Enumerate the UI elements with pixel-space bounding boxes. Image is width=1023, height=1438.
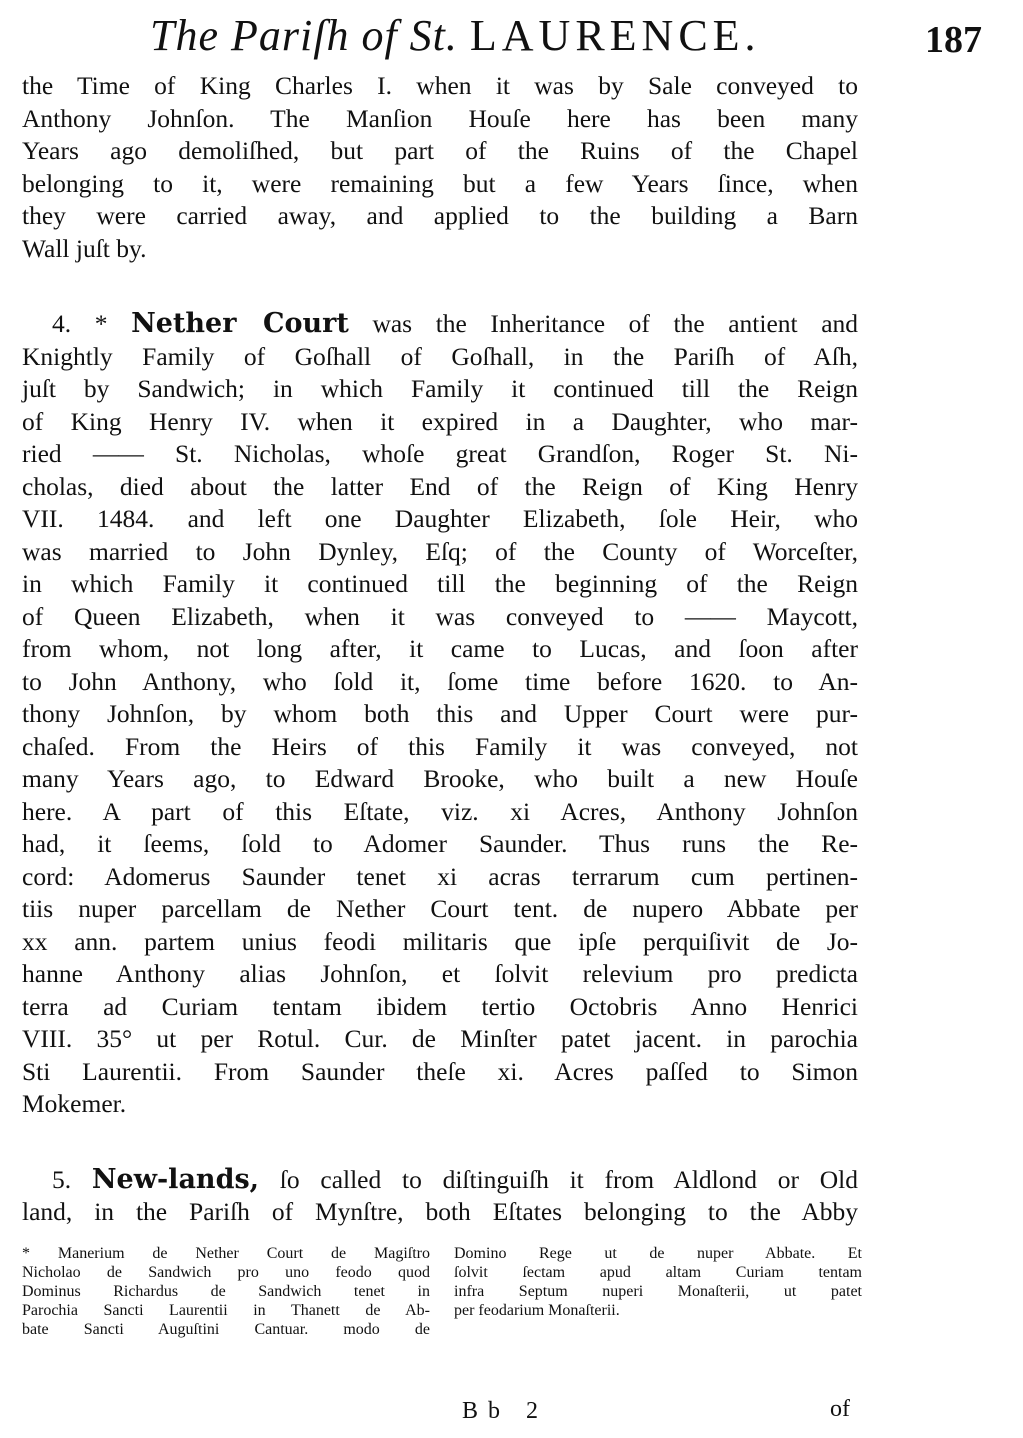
footnote-line: Dominus Richardus de Sandwich tenet in (22, 1283, 430, 1300)
footnote-line: Parochia Sancti Laurentii in Thanett de Ab- (22, 1302, 430, 1319)
text-line: thony Johnſon, by whom both this and Upper Court were pur- (22, 699, 858, 728)
page-number: 187 (925, 19, 982, 61)
footnote-line: Domino Rege ut de nuper Abbate. Et (454, 1245, 862, 1262)
footnote-column-right (454, 1244, 862, 1320)
text-line: they were carried away, and applied to the building a Barn (22, 201, 858, 230)
running-title-caps: LAURENCE. (469, 11, 761, 60)
footnote-line: * Manerium de Nether Court de Magiſtro (22, 1245, 430, 1262)
text-line: many Years ago, to Edward Brooke, who built a new Houſe (22, 764, 858, 793)
text-line: VIII. 35° ut per Rotul. Cur. de Minſter patet jacent. in parochia (22, 1024, 858, 1053)
catchword: of (830, 1396, 850, 1422)
text-line: in which Family it continued till the beginning of the Reign (22, 569, 858, 598)
text-line: Mokemer. (22, 1089, 127, 1118)
text-line: ried —— St. Nicholas, whoſe great Grandſon, Roger St. Ni- (22, 439, 858, 468)
page-header (0, 10, 1023, 70)
text-line: here. A part of this Eſtate, viz. xi Acres, Anthony Johnſon (22, 796, 858, 826)
footnote-marker: * (94, 309, 108, 338)
text-line-heading (22, 308, 858, 341)
text-line: juſt by Sandwich; in which Family it continued till the Reign (22, 374, 858, 403)
footnote-line: Nicholao de Sandwich pro uno feodo quod (22, 1264, 430, 1281)
signature-mark: Bb 2 (462, 1398, 549, 1424)
paragraph-gap (22, 265, 858, 308)
text-line: cholas, died about the latter End of the Reign of King Henry (22, 471, 858, 501)
paragraph-new-lands (22, 1164, 858, 1229)
text-line: of Queen Elizabeth, when it was conveyed to —— Maycott, (22, 601, 858, 631)
paragraph-nether-court (22, 308, 858, 1121)
text-line: Knightly Family of Goſhall of Goſhall, in the Pariſh of Aſh, (22, 341, 858, 371)
body-text (22, 70, 858, 1229)
running-title (150, 10, 761, 61)
text-line: xx ann. partem unius feodi militaris que ipſe perquiſivit de Jo- (22, 926, 858, 956)
text-line: Years ago demoliſhed, but part of the Ruins of the Chapel (22, 136, 858, 165)
text-line: chaſed. From the Heirs of this Family it was conveyed, not (22, 731, 858, 761)
text-line: VII. 1484. and left one Daughter Elizabeth, ſole Heir, who (22, 504, 858, 533)
text-line: cord: Adomerus Saunder tenet xi acras terrarum cum pertinen- (22, 861, 858, 891)
footnote-column-left (22, 1244, 430, 1339)
text-line: was the Inheritance of the antient and (372, 309, 859, 338)
running-title-italic: The Pariſh of St. (150, 11, 458, 60)
text-line: ſo called to diſtinguiſh it from Aldlond or Old (279, 1164, 858, 1194)
section-number: 5. (52, 1164, 72, 1194)
text-line: Sti Laurentii. From Saunder theſe xi. Acres paſſed to Simon (22, 1056, 858, 1086)
footnote-line: infra Septum nuperi Monaſterii, ut patet (454, 1283, 862, 1300)
section-heading: New-lands, (91, 1163, 260, 1195)
section-number: 4. (52, 309, 72, 338)
text-line: tiis nuper parcellam de Nether Court tent. de nupero Abbate per (22, 894, 858, 923)
text-line: had, it ſeems, ſold to Adomer Saunder. Thus runs the Re- (22, 829, 858, 858)
footnote-line: per feodarium Monaſterii. (454, 1302, 620, 1319)
text-line: Wall juſt by. (22, 233, 147, 263)
section-heading: Nether Court (131, 308, 349, 339)
text-line: terra ad Curiam tentam ibidem tertio Octobris Anno Henrici (22, 991, 858, 1021)
text-line: from whom, not long after, it came to Lucas, and ſoon after (22, 634, 858, 663)
text-line-heading (22, 1164, 858, 1197)
text-line: the Time of King Charles I. when it was by Sale conveyed to (22, 71, 858, 100)
text-line: belonging to it, were remaining but a few Years ſince, when (22, 168, 858, 198)
footnote-line: bate Sancti Auguſtini Cantuar. modo de (22, 1321, 430, 1338)
paragraph-gap (22, 1121, 858, 1164)
text-line: Anthony Johnſon. The Manſion Houſe here has been many (22, 103, 858, 133)
text-line: was married to John Dynley, Eſq; of the County of Worceſter, (22, 536, 858, 566)
text-line: of King Henry IV. when it expired in a Daughter, who mar- (22, 406, 858, 436)
paragraph-1 (22, 70, 858, 265)
footnote-line: ſolvit ſectam apud altam Curiam tentam (454, 1264, 862, 1281)
text-line: hanne Anthony alias Johnſon, et ſolvit relevium pro predicta (22, 959, 858, 988)
text-line: land, in the Pariſh of Mynſtre, both Eſtates belonging to the Abby (22, 1197, 858, 1226)
text-line: to John Anthony, who ſold it, ſome time before 1620. to An- (22, 666, 858, 696)
